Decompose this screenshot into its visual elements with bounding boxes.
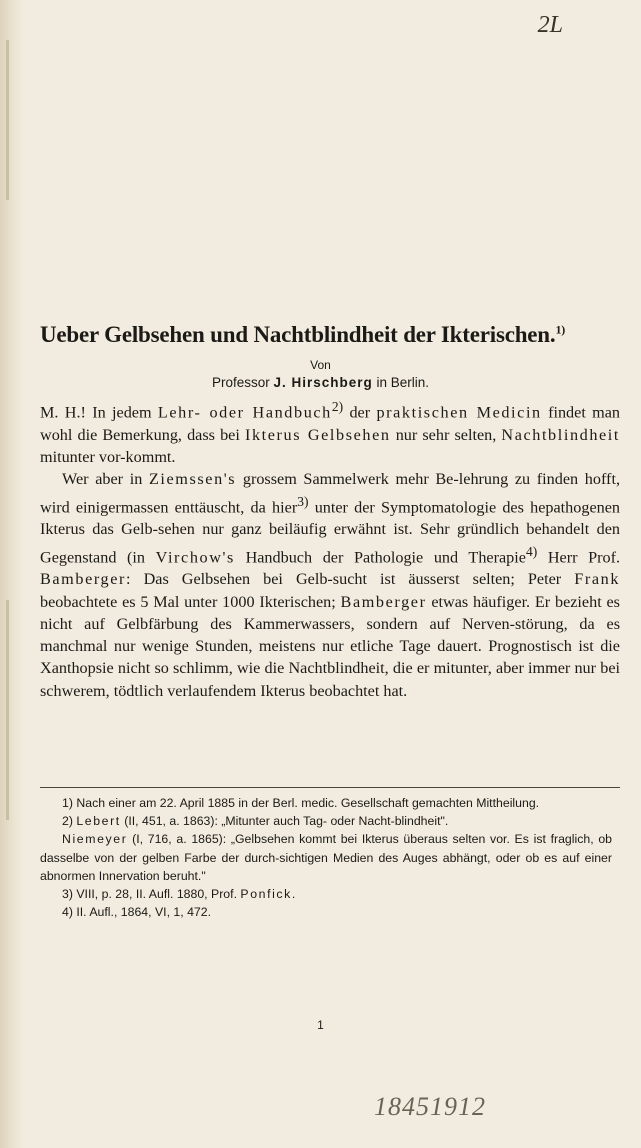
handwritten-signature: 18451912 [374,1092,486,1121]
footnote-1: 1) Nach einer am 22. April 1885 in der Berl. medic. Gesellschaft gemachten Mittheilung. [62,796,540,810]
text-run: nur sehr selten, [395,425,497,444]
title-note-marker: 1) [555,322,566,337]
footnote-3 [40,885,612,903]
text-run: M. H.! In jedem [40,403,152,422]
text-run: findet man wohl die Bemerkung, dass bei [40,403,621,444]
text-run: beobachtete es 5 Mal unter 1000 Ikterischen; [40,592,336,611]
footnote-4: 4) II. Aufl., 1864, VI, 1, 472. [62,905,212,920]
text-run: etwas häufiger. Er bezieht es nicht auf Gelbfärbung des Kammerwassers, sondern auf Nerven-störung, da es manchmal nur wenige Stunden, meistens nur etliche Tage dauert. Prognostisch ist die Xanthopsie nicht so schlimm, wie die Nachtblindheit, die er mitunter, aber immer nur bei schwerem, tödtlich verlaufendem Ikterus beobachtet hat. [40,592,620,700]
emphasis-run: Ziemssen's [148,470,237,489]
text-run: (I, 716, a. 1865): „Gelbsehen kommt bei Ikterus überaus selten vor. Es ist fraglich, ob dasselbe von der gelben Farbe der durch-sichtigen Medien des Auges abhängt, oder ob es auf einer abnormen Innervation beruht." [40,832,613,883]
emphasis-run: Niemeyer [62,832,128,847]
paragraph-1 [40,396,620,468]
emphasis-run: Bamberger [40,570,127,589]
emphasis-run: Bamberger [340,592,427,611]
author-line [0,375,641,390]
text-run: Wer aber in [62,470,143,489]
footnotes [40,794,612,921]
text-run: : Das Gelbsehen bei Gelb-sucht ist äusserst selten; Peter [126,570,562,589]
emphasis-run: Frank [574,570,621,589]
page-spine-shadow [0,0,24,1148]
author-name: J. Hirschberg [273,375,373,390]
emphasis-run: praktischen Medicin [376,403,542,422]
article-body [40,396,620,702]
footnote-ref-4: 4) [525,543,538,559]
emphasis-run: Nachtblindheit [501,425,621,444]
text-run: unter der Symptomatologie des hepathogenen Ikterus das Gelb-sehen nur ganz beiläufig erwähnt ist. Sehr gründlich behandelt den Gegenstand (in [40,497,621,566]
emphasis-run: Ponfick. [240,887,297,902]
author-title: Professor [211,375,270,390]
footnote-2 [40,812,612,830]
footnote-ref-2: 2) [331,399,344,414]
text-run: mitunter vor-kommt. [40,447,176,466]
emphasis-run: Ikterus Gelbsehen [244,425,391,444]
emphasis-run: Lehr- oder Handbuch [157,403,332,422]
spine-stain [6,600,9,820]
text-run: (II, 451, a. 1863): „Mitunter auch Tag- oder Nacht-blindheit". [124,814,449,829]
text-run: grossem Sammelwerk mehr Be-lehrung zu finden hofft, wird einigermassen enttäuscht, da hier [40,470,620,516]
article-title [40,322,630,348]
title-text: Ueber Gelbsehen und Nachtblindheit der Ikterischen. [40,322,556,347]
footnote-divider [40,787,620,788]
text-run: Herr Prof. [547,547,621,566]
text-run: der [349,403,371,422]
footnote-2-continued [40,830,612,885]
page-number: 1 [317,1018,324,1032]
text-run: 3) VIII, p. 28, II. Aufl. 1880, Prof. [62,887,237,902]
paragraph-2 [40,468,620,702]
byline-von: Von [310,358,331,372]
handwritten-corner-mark: 2L [537,12,563,38]
text-run: 2) [62,814,73,829]
author-place: in Berlin. [376,375,430,390]
text-run: Handbuch der Pathologie und Therapie [245,547,526,566]
emphasis-run: Virchow's [155,547,235,566]
spine-stain [6,40,9,200]
emphasis-run: Lebert [76,814,121,829]
footnote-ref-3: 3) [297,493,309,509]
